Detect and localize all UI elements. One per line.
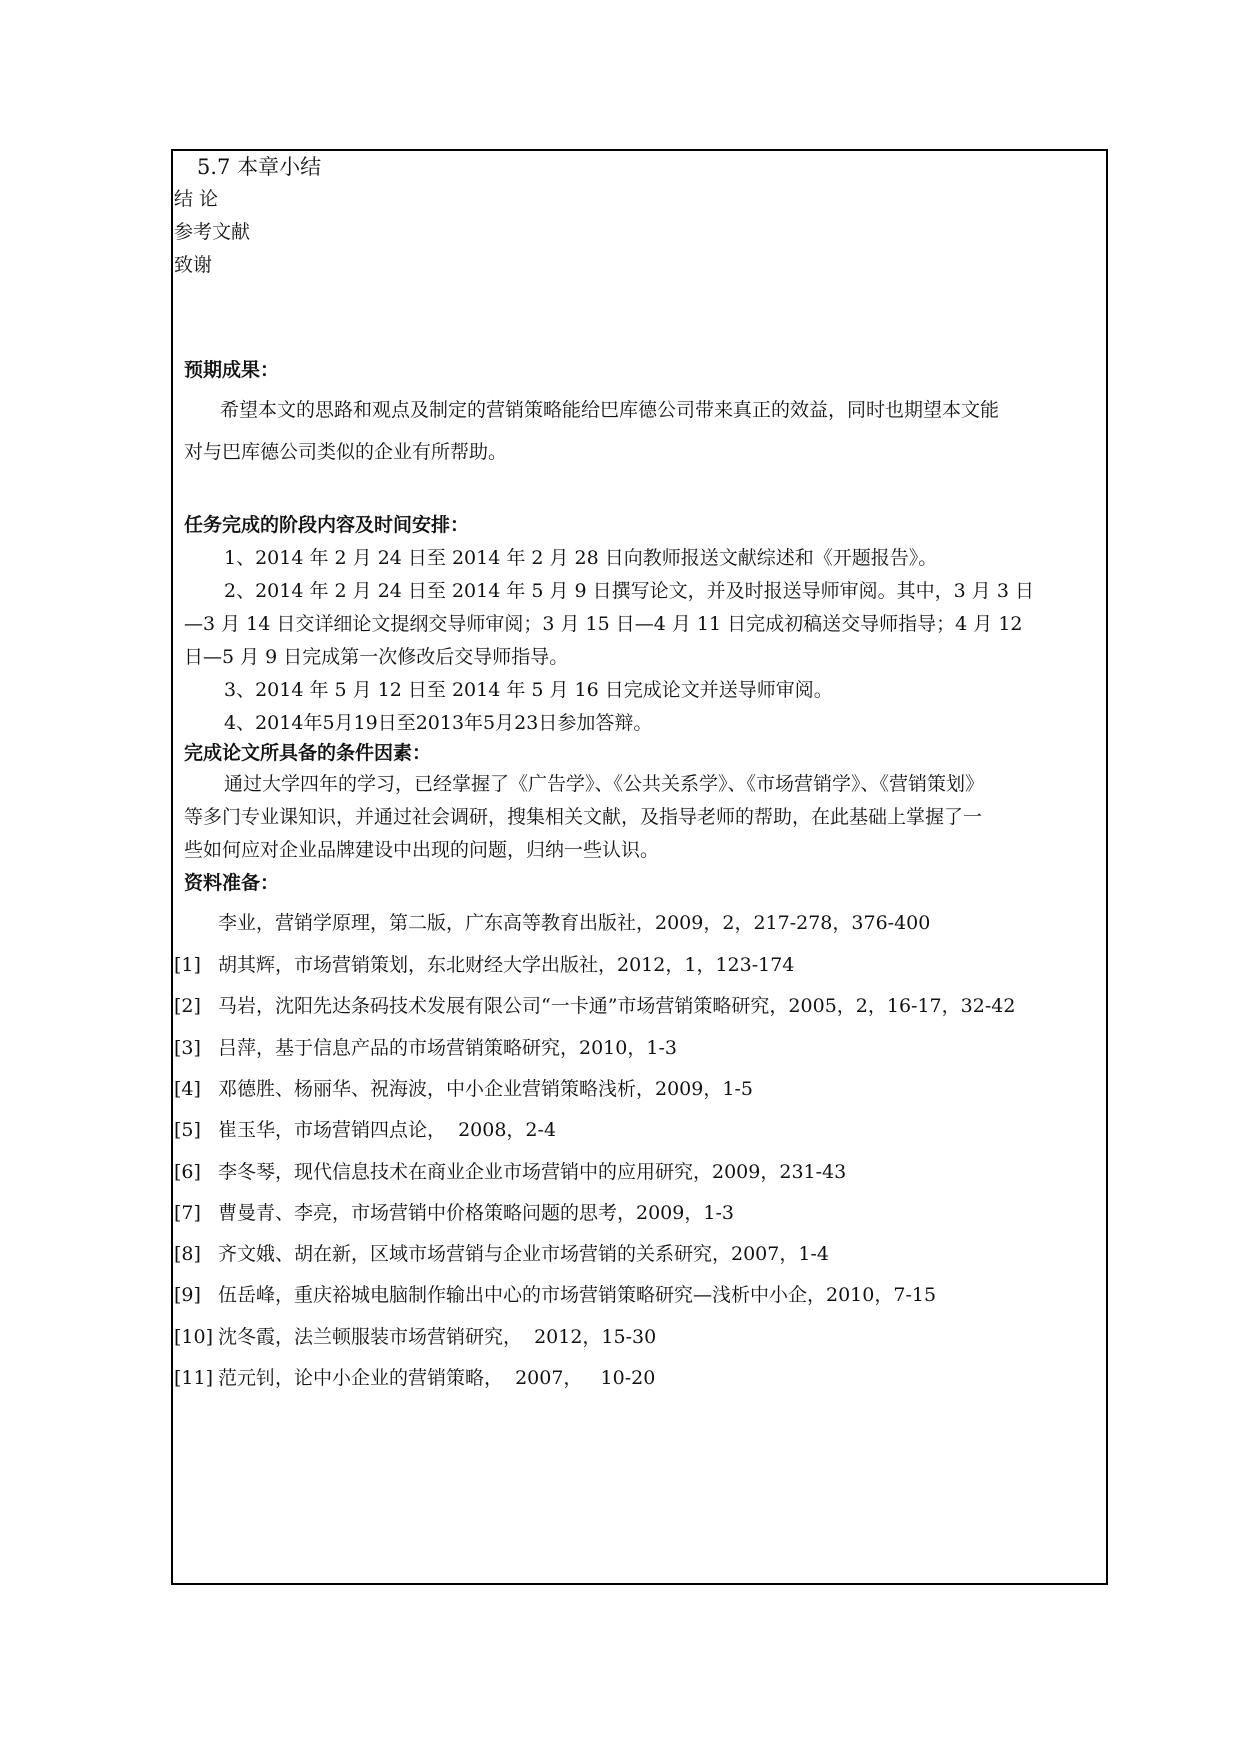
reference-text: 崔玉华，市场营销四点论， 2008，2-4 xyxy=(218,1119,557,1141)
reference-text: 曹曼青、李亮，市场营销中价格策略问题的思考，2009，1-3 xyxy=(218,1202,734,1224)
conditions-line-1: 通过大学四年的学习，已经掌握了《广告学》、《公共关系学》、《市场营销学》、《营销策划》 xyxy=(224,773,985,795)
reference-number: [1] xyxy=(174,954,201,976)
reference-item xyxy=(174,994,1015,1018)
toc-section-5-7: 5.7 本章小结 xyxy=(197,155,322,179)
schedule-heading: 任务完成的阶段内容及时间安排： xyxy=(184,514,470,536)
reference-number: [2] xyxy=(174,995,201,1017)
reference-item xyxy=(174,1118,556,1142)
reference-text: 伍岳峰，重庆裕城电脑制作输出中心的市场营销策略研究—浅析中小企，2010，7-15 xyxy=(218,1284,937,1306)
reference-number: [11] xyxy=(174,1367,214,1389)
schedule-item-4: 4、2014年5月19日至2013年5月23日参加答辩。 xyxy=(224,712,653,734)
expected-results-heading: 预期成果： xyxy=(184,359,280,381)
reference-item xyxy=(174,1036,677,1060)
reference-item xyxy=(174,1077,753,1101)
reference-item xyxy=(174,1366,655,1390)
reference-item xyxy=(174,1242,829,1266)
reference-number: [5] xyxy=(174,1119,201,1141)
reference-text: 邓德胜、杨丽华、祝海波，中小企业营销策略浅析，2009，1-5 xyxy=(218,1078,753,1100)
materials-heading: 资料准备： xyxy=(184,872,280,894)
schedule-item-1: 1、2014 年 2 月 24 日至 2014 年 2 月 28 日向教师报送文献综述和《开题报告》。 xyxy=(224,547,938,569)
reference-text: 沈冬霞，法兰顿服装市场营销研究， 2012，15-30 xyxy=(218,1326,657,1348)
reference-text: 吕萍，基于信息产品的市场营销策略研究，2010，1-3 xyxy=(218,1037,677,1059)
reference-item xyxy=(174,953,794,977)
reference-number: [8] xyxy=(174,1243,201,1265)
reference-item xyxy=(174,1283,936,1307)
reference-text: 齐文娥、胡在新，区域市场营销与企业市场营销的关系研究，2007，1-4 xyxy=(218,1243,829,1265)
schedule-item-2-line-1: 2、2014 年 2 月 24 日至 2014 年 5 月 9 日撰写论文，并及时报送导师审阅。其中，3 月 3 日 xyxy=(224,580,1034,602)
expected-results-line-1: 希望本文的思路和观点及制定的营销策略能给巴库德公司带来真正的效益，同时也期望本文能 xyxy=(220,399,1000,421)
reference-number: [4] xyxy=(174,1078,201,1100)
reference-text: 范元钊，论中小企业的营销策略， 2007， 10-20 xyxy=(218,1367,656,1389)
toc-references: 参考文献 xyxy=(174,221,251,243)
schedule-item-2-line-2: —3 月 14 日交详细论文提纲交导师审阅；3 月 15 日—4 月 11 日完成初稿送交导师指导；4 月 12 xyxy=(184,613,1023,635)
reference-number: [10] xyxy=(174,1326,214,1348)
reference-text: 胡其辉，市场营销策划，东北财经大学出版社，2012，1，123-174 xyxy=(218,954,795,976)
expected-results-line-2: 对与巴库德公司类似的企业有所帮助。 xyxy=(184,441,508,463)
reference-text: 马岩，沈阳先达条码技术发展有限公司“一卡通”市场营销策略研究，2005，2，16-17，32-42 xyxy=(218,995,1016,1017)
conditions-line-2: 等多门专业课知识，并通过社会调研，搜集相关文献，及指导老师的帮助，在此基础上掌握了一 xyxy=(184,806,983,828)
reference-number: [6] xyxy=(174,1161,201,1183)
conditions-line-3: 些如何应对企业品牌建设中出现的问题，归纳一些认识。 xyxy=(184,839,660,861)
reference-text: 李冬琴，现代信息技术在商业企业市场营销中的应用研究，2009，231-43 xyxy=(218,1161,847,1183)
reference-number: [7] xyxy=(174,1202,201,1224)
reference-number: [9] xyxy=(174,1284,201,1306)
schedule-item-2-line-3: 日—5 月 9 日完成第一次修改后交导师指导。 xyxy=(184,646,569,668)
schedule-item-3: 3、2014 年 5 月 12 日至 2014 年 5 月 16 日完成论文并送导师审阅。 xyxy=(224,679,833,701)
reference-item xyxy=(174,1160,846,1184)
conditions-heading: 完成论文所具备的条件因素： xyxy=(184,742,432,764)
toc-conclusion: 结 论 xyxy=(174,188,219,210)
toc-thanks: 致谢 xyxy=(174,254,213,276)
reference-item xyxy=(174,1325,656,1349)
materials-first-reference: 李业，营销学原理，第二版，广东高等教育出版社，2009，2，217-278，376-400 xyxy=(218,912,931,934)
reference-item xyxy=(174,1201,734,1225)
reference-number: [3] xyxy=(174,1037,201,1059)
